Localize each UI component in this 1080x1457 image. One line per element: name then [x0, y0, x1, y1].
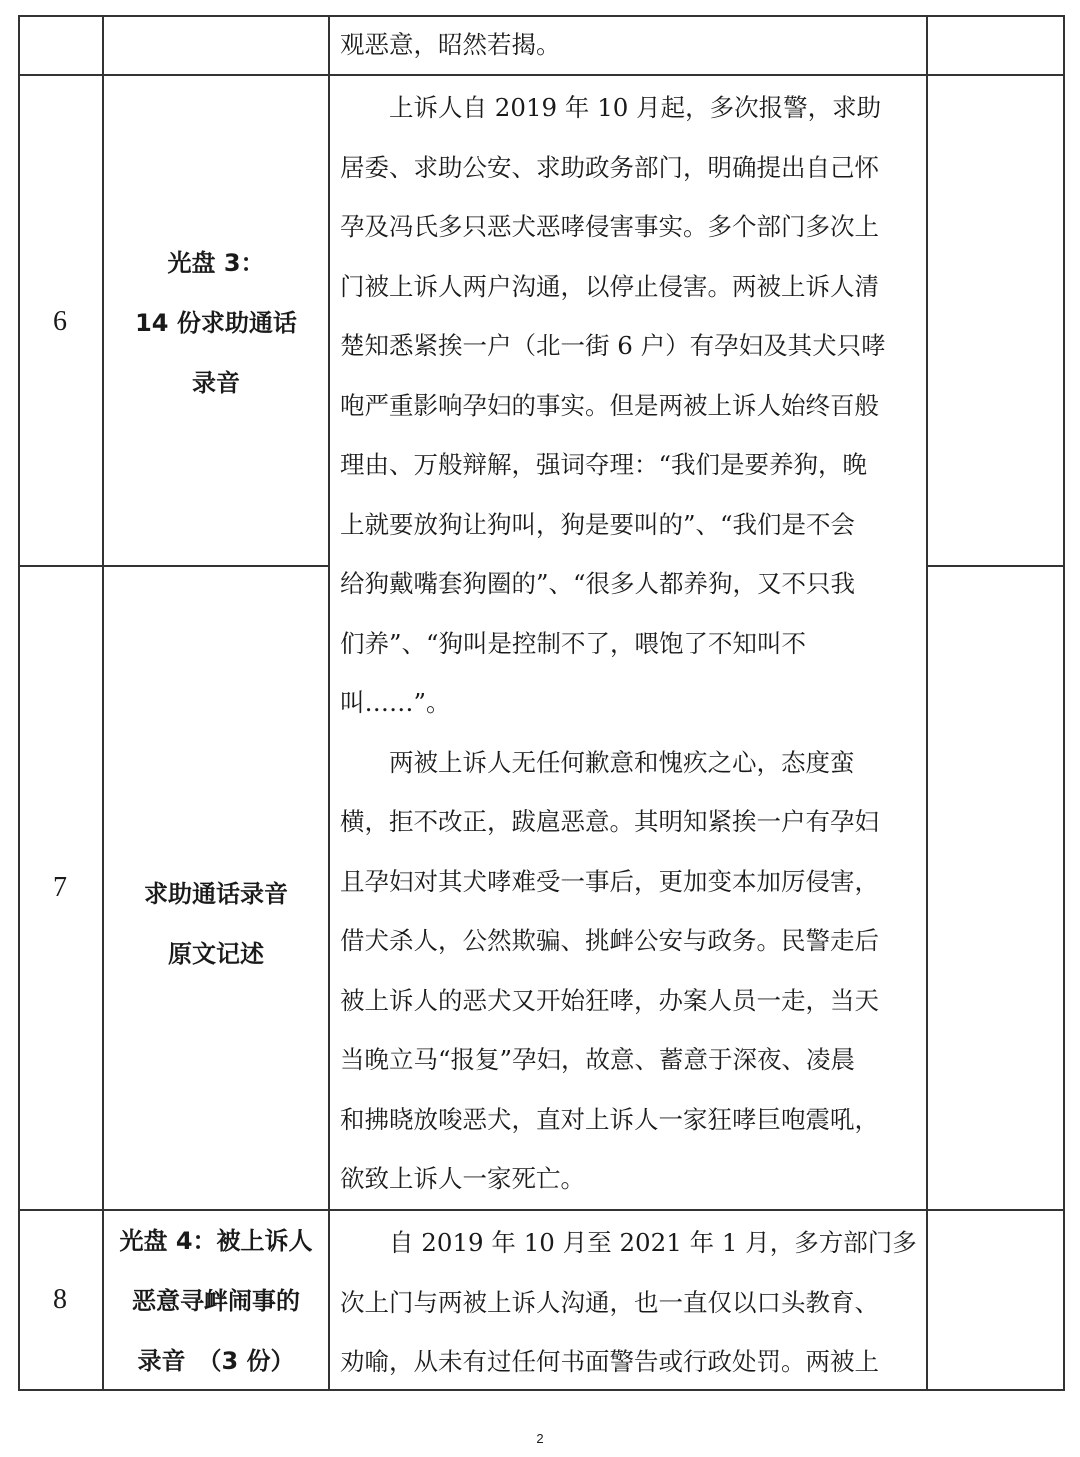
description-line: 咆严重影响孕妇的事实。但是两被上诉人始终百般 [340, 390, 879, 420]
evidence-line: 光盘 3： [167, 249, 265, 277]
description-line: 劝喻，从未有过任何书面警告或行政处罚。两被上 [340, 1347, 879, 1376]
description-line: 叫……”。 [340, 688, 451, 717]
row-continuation-description [340, 15, 920, 75]
row-7-number: 7 [53, 872, 67, 903]
description-line: 当晚立马“报复”孕妇，故意、蓄意于深夜、凌晨 [340, 1045, 856, 1074]
evidence-line: 14 份求助通话 [135, 309, 297, 337]
description-line: 门被上诉人两户沟通，以停止侵害。两被上诉人清 [340, 271, 879, 301]
evidence-line: 录音 [192, 369, 240, 397]
column-divider [926, 15, 928, 1391]
row-7-evidence-name [103, 864, 329, 984]
evidence-line: 录音 （3 份） [137, 1347, 295, 1375]
description-line: 们养”、“狗叫是控制不了，喂饱了不知叫不 [340, 628, 807, 658]
row-divider [926, 565, 1065, 567]
table-left-border [18, 15, 20, 1391]
column-divider [102, 15, 104, 1391]
evidence-line: 光盘 4：被上诉人 [119, 1227, 313, 1255]
description-line: 楚知悉紧挨一户（北一街 6 户）有孕妇及其犬只哮 [340, 331, 886, 360]
description-line: 两被上诉人无任何歉意和愧疚之心，态度蛮 [340, 747, 855, 777]
description-line: 和拂晓放唆恶犬，直对上诉人一家狂哮巨咆震吼， [340, 1104, 879, 1134]
description-line: 给狗戴嘴套狗圈的”、“很多人都养狗，又不只我 [340, 569, 856, 598]
description-line: 理由、万般辩解，强词夺理：“我们是要养狗，晚 [340, 450, 868, 479]
row-8-description [340, 1213, 920, 1392]
row-8-evidence-name [103, 1211, 329, 1391]
evidence-line: 恶意寻衅闹事的 [132, 1287, 300, 1315]
column-divider [328, 15, 330, 1391]
description-line: 借犬杀人，公然欺骗、挑衅公安与政务。民警走后 [340, 926, 879, 955]
evidence-line: 求助通话录音 [144, 880, 288, 908]
table-right-border [1063, 15, 1065, 1391]
description-line: 次上门与两被上诉人沟通，也一直仅以口头教育、 [340, 1287, 879, 1317]
row-6-evidence-name [103, 233, 329, 413]
page-number: 2 [536, 1431, 544, 1446]
description-line: 观恶意，昭然若揭。 [340, 30, 561, 59]
description-line: 上就要放狗让狗叫，狗是要叫的”、“我们是不会 [340, 509, 856, 539]
row-6-number: 6 [53, 306, 67, 337]
merged-description [340, 78, 920, 1209]
description-line: 横，拒不改正，跋扈恶意。其明知紧挨一户有孕妇 [340, 807, 879, 836]
description-line: 上诉人自 2019 年 10 月起，多次报警，求助 [340, 93, 882, 122]
description-line: 欲致上诉人一家死亡。 [340, 1164, 585, 1193]
description-line: 且孕妇对其犬哮难受一事后，更加变本加厉侵害， [340, 866, 879, 896]
description-line: 居委、求助公安、求助政务部门，明确提出自己怀 [340, 152, 879, 182]
description-line: 被上诉人的恶犬又开始狂哮，办案人员一走，当天 [340, 985, 879, 1015]
row-divider [18, 565, 328, 567]
description-line: 自 2019 年 10 月至 2021 年 1 月，多方部门多 [340, 1228, 917, 1257]
row-8-number: 8 [53, 1284, 67, 1315]
evidence-line: 原文记述 [168, 940, 264, 968]
description-line: 孕及冯氏多只恶犬恶哮侵害事实。多个部门多次上 [340, 212, 879, 241]
